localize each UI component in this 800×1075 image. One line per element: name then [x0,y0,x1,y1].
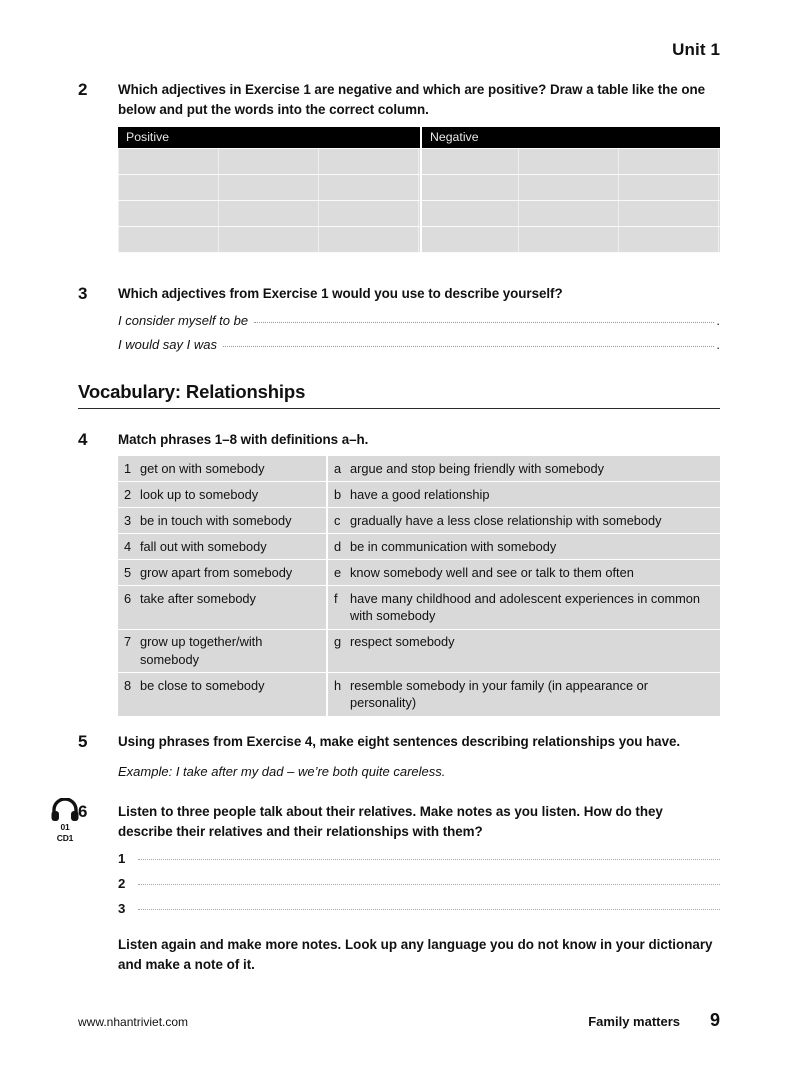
exercise-4 [78,430,720,450]
phrase-cell[interactable] [118,630,328,673]
exercise-6-prompt: Listen to three people talk about their relatives. Make notes as you listen. How do they describe their relatives and their relationships with them? [118,804,663,839]
phrase-number: 3 [124,512,132,528]
exercise-2-number: 2 [78,80,88,99]
exercise-3 [78,284,720,352]
exercise-6-number: 6 [78,802,88,821]
matching-table [118,456,720,717]
phrase-cell[interactable] [118,586,328,629]
table-row[interactable] [118,585,720,629]
phrase-number: 1 [124,460,132,476]
definition-text: have a good relationship [350,486,490,502]
exercise-3-prompt: Which adjectives from Exercise 1 would you use to describe yourself? [118,286,563,301]
definition-letter: g [334,634,342,649]
column-header-positive: Positive [126,130,170,144]
table-row[interactable] [118,672,720,716]
exercise-5-example [118,764,720,779]
definition-letter: e [334,564,342,580]
phrase-cell[interactable] [118,534,328,559]
definition-text: argue and stop being friendly with somebody [350,460,604,476]
definition-cell[interactable] [328,534,720,559]
phrase-text: fall out with somebody [140,538,267,554]
definition-letter: c [334,512,341,528]
exercise-5-prompt: Using phrases from Exercise 4, make eight sentences describing relationships you have. [118,734,681,749]
note-blank[interactable] [138,884,720,885]
table-body-blank[interactable] [118,148,720,253]
definition-text: resemble somebody in your family (in appearance or personality) [350,677,649,710]
exercise-4-number: 4 [78,430,88,449]
section-heading-vocabulary [78,381,720,409]
definition-cell[interactable] [328,630,720,673]
note-line[interactable] [118,901,720,916]
note-number: 1 [118,851,126,866]
fill-in-row[interactable] [118,337,720,352]
table-cell-positive-blank[interactable] [118,148,420,253]
definition-cell[interactable] [328,482,720,507]
exercise-2 [78,80,720,119]
phrase-cell[interactable] [118,482,328,507]
table-header-row [118,127,720,148]
fill-in-terminator: . [716,336,720,352]
phrase-cell[interactable] [118,456,328,481]
exercise-6-followup: Listen again and make more notes. Look up any language you do not know in your dictionary and make a note of it. [118,937,713,972]
fill-in-lead: I consider myself to be [118,312,249,328]
phrase-text: get on with somebody [140,460,265,476]
phrase-number: 6 [124,590,132,606]
section-title: Vocabulary: Relationships [78,381,306,402]
footer-chapter-title: Family matters [588,1014,680,1029]
phrase-cell[interactable] [118,508,328,533]
footer-website[interactable]: www.nhantriviet.com [78,1015,189,1029]
exercise-5 [78,732,720,779]
definition-text: have many childhood and adolescent experiences in common with somebody [350,590,700,623]
footer-page-number: 9 [709,1010,720,1030]
fill-in-terminator: . [716,312,720,328]
phrase-number: 2 [124,486,132,502]
table-row[interactable] [118,507,720,533]
exercise-2-prompt: Which adjectives in Exercise 1 are negative and which are positive? Draw a table like the one below and put the words into the correct column. [118,82,705,117]
definition-letter: h [334,677,342,693]
phrase-number: 5 [124,564,132,580]
phrase-number: 7 [124,634,132,649]
table-cell-negative-blank[interactable] [420,148,720,253]
table-row[interactable] [118,533,720,559]
phrase-number: 4 [124,538,132,554]
exercise-4-prompt: Match phrases 1–8 with definitions a–h. [118,432,369,447]
exercise-5-number: 5 [78,732,88,751]
note-line[interactable] [118,851,720,866]
exercise-6-note-lines [118,851,720,916]
definition-letter: a [334,460,342,476]
note-blank[interactable] [138,859,720,860]
phrase-text: look up to somebody [140,486,259,502]
note-number: 3 [118,901,126,916]
definition-letter: f [334,590,338,606]
phrase-cell[interactable] [118,673,328,716]
definition-text: be in communication with somebody [350,538,557,554]
definition-letter: d [334,538,342,554]
exercise-6 [78,802,720,974]
exercise-3-number: 3 [78,284,88,303]
fill-in-blank[interactable] [223,346,714,347]
definition-text: know somebody well and see or talk to them often [350,564,634,580]
definition-cell[interactable] [328,560,720,585]
phrase-text: be in touch with somebody [140,512,292,528]
section-divider [78,408,720,409]
phrase-number: 8 [124,677,132,693]
audio-disc-label: CD1 [56,833,74,843]
definition-cell[interactable] [328,456,720,481]
definition-cell[interactable] [328,508,720,533]
definition-cell[interactable] [328,586,720,629]
definition-text: respect somebody [350,634,455,649]
fill-in-blank[interactable] [254,322,714,323]
definition-cell[interactable] [328,673,720,716]
audio-track-number: 01 [60,822,70,832]
column-header-negative: Negative [420,127,720,148]
note-blank[interactable] [138,909,720,910]
fill-in-row[interactable] [118,313,720,328]
table-row[interactable] [118,456,720,481]
positive-negative-table [118,127,720,253]
definition-letter: b [334,486,342,502]
fill-in-lead: I would say I was [118,336,217,352]
phrase-text: be close to somebody [140,677,265,693]
table-row[interactable] [118,481,720,507]
phrase-text: take after somebody [140,590,256,606]
definition-text: gradually have a less close relationship with somebody [350,512,662,528]
phrase-cell[interactable] [118,560,328,585]
phrase-text: grow apart from somebody [140,564,293,580]
example-text: I take after my dad – we’re both quite careless. [175,763,446,779]
table-row[interactable] [118,559,720,585]
note-number: 2 [118,876,126,891]
table-row[interactable] [118,629,720,673]
example-label: Example: [118,763,173,779]
page-footer [78,1010,720,1031]
phrase-text: grow up together/with somebody [140,634,263,667]
page-unit-header: Unit 1 [672,40,720,59]
note-line[interactable] [118,876,720,891]
